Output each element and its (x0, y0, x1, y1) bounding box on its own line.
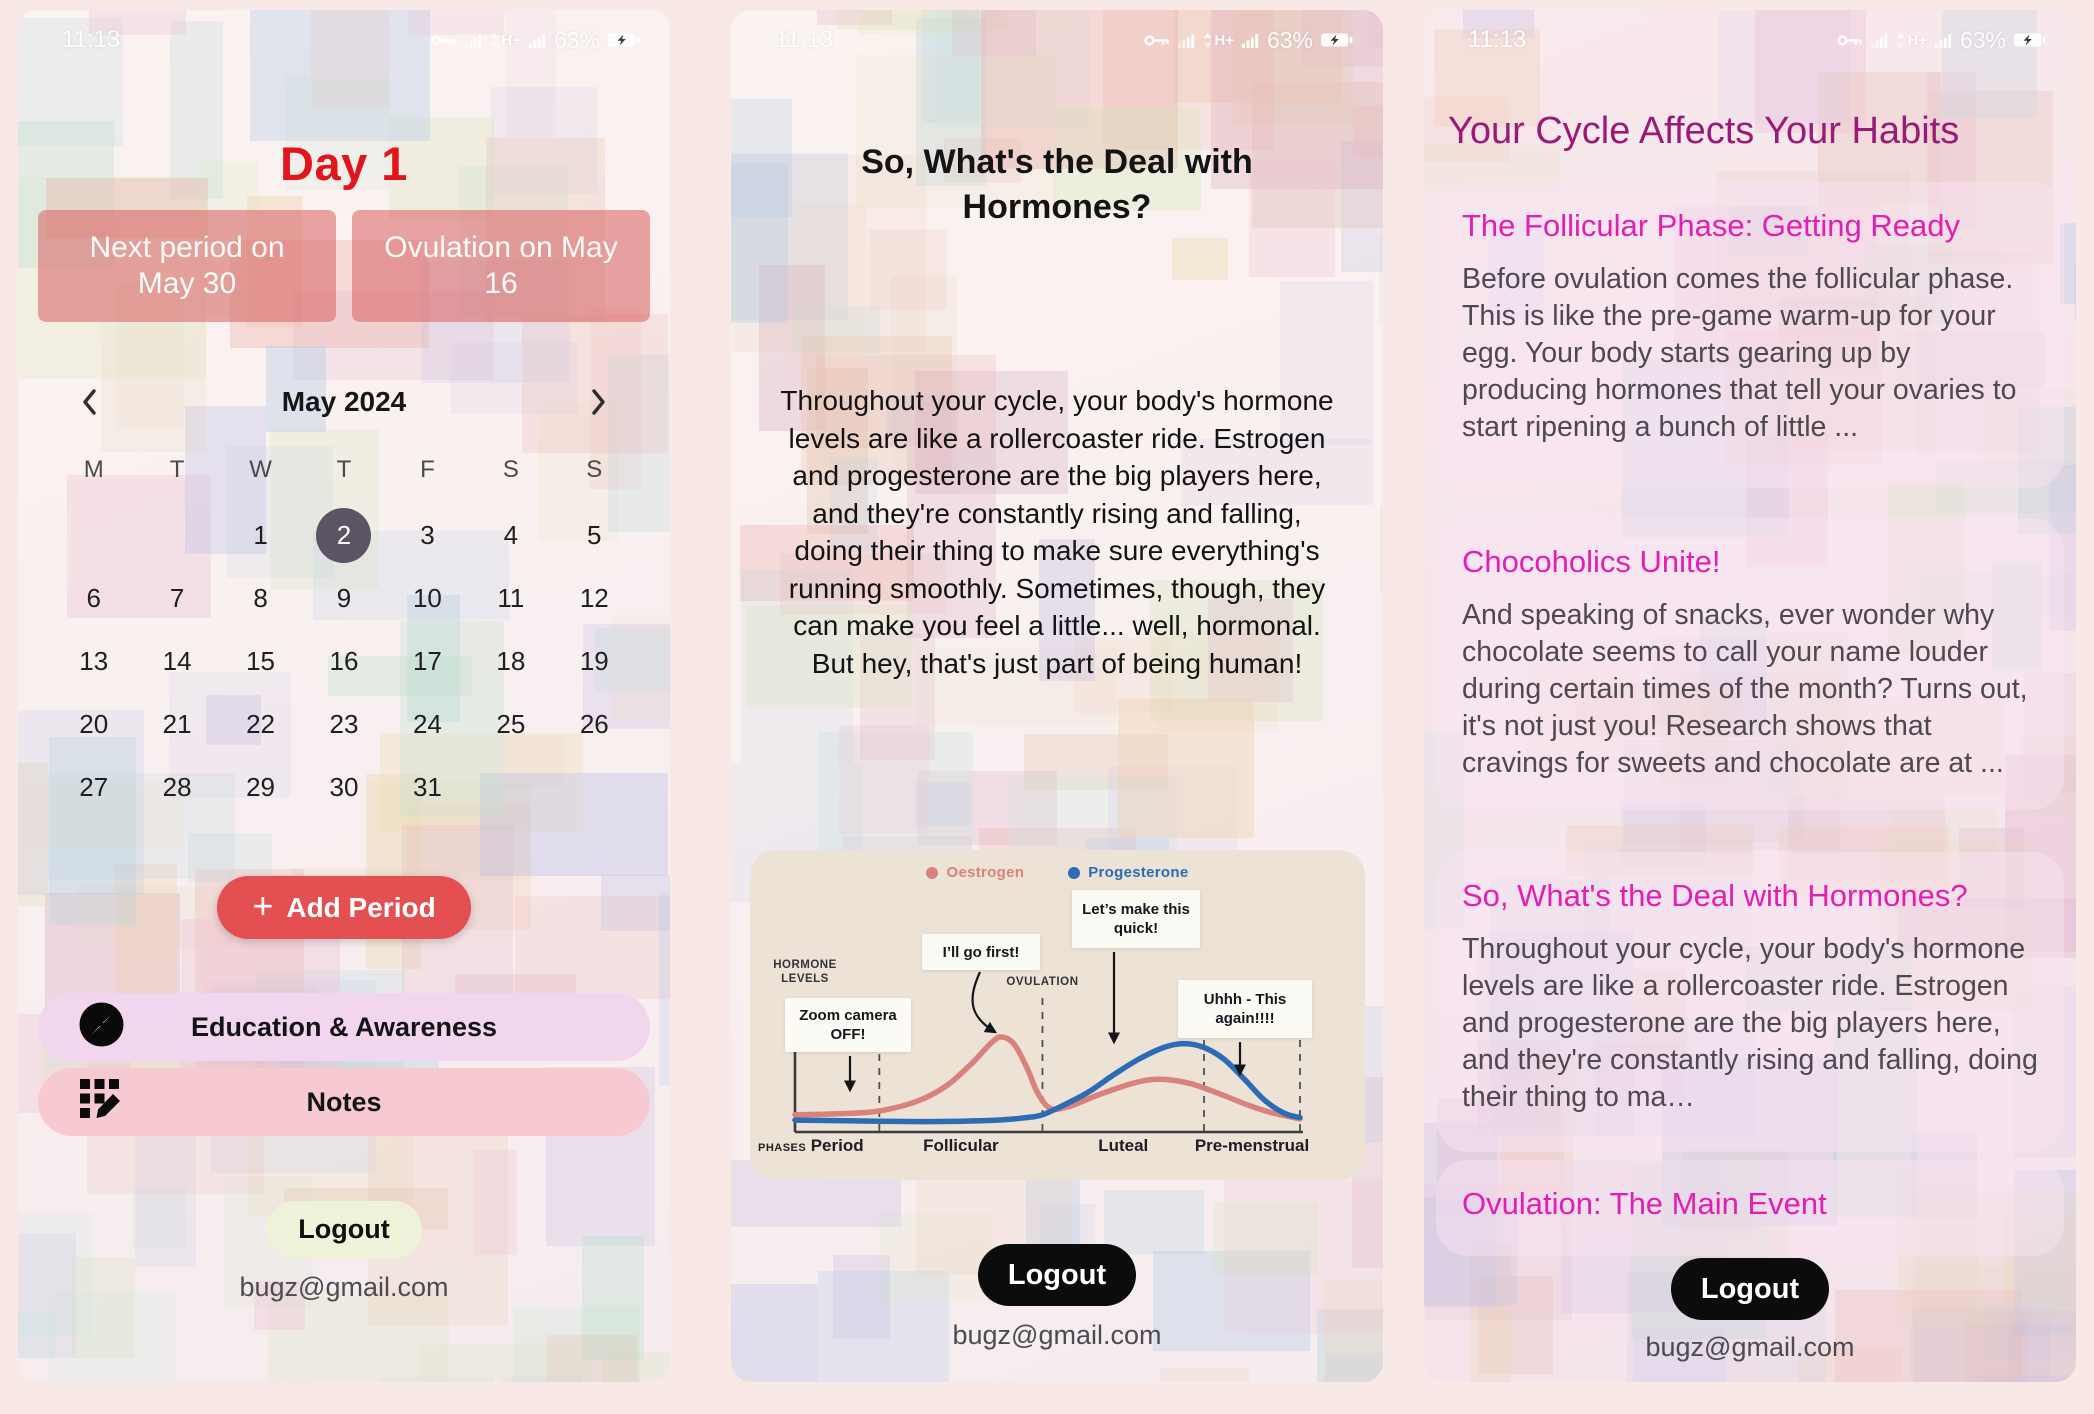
article-card[interactable] (1436, 1160, 2064, 1256)
page-title: Your Cycle Affects Your Habits (1448, 110, 1960, 152)
network-type-icon (1203, 32, 1234, 49)
card-heading: Chocoholics Unite! (1462, 544, 1721, 579)
annotation-box: Uhhh - This again!!!! (1178, 980, 1312, 1038)
calendar-empty-cell (135, 504, 218, 567)
signal-icon (1935, 33, 1952, 48)
network-type-icon (1896, 32, 1927, 49)
add-period-button[interactable]: + Add Period (217, 876, 471, 939)
clock-label: 11:13 (775, 26, 834, 53)
clock-label: 11:13 (62, 26, 121, 53)
calendar-date[interactable]: 24 (412, 709, 442, 739)
calendar-month-label: May 2024 (281, 386, 407, 417)
signal-icon (1871, 33, 1888, 48)
calendar-day-header: T (336, 456, 352, 483)
calendar-date[interactable]: 10 (412, 583, 442, 613)
legend-dot (1068, 867, 1080, 879)
article-card[interactable] (1436, 518, 2064, 810)
calendar-date[interactable]: 20 (79, 709, 109, 739)
battery-percent-label: 63% (1266, 26, 1313, 53)
calendar-week-row (52, 630, 636, 693)
calendar-week-row (52, 693, 636, 756)
article-card[interactable] (1436, 182, 2064, 488)
article-title: So, What's the Deal with Hormones? (861, 143, 1253, 226)
chart-legend (750, 864, 1365, 881)
calendar-date[interactable]: 16 (329, 646, 359, 676)
calendar-date[interactable]: 19 (579, 646, 609, 676)
calendar-date[interactable]: 18 (496, 646, 526, 676)
clock-label: 11:13 (1468, 26, 1527, 53)
card-body: And speaking of snacks, ever wonder why chocolate seems to call your name louder during certain times of the month? Turns out, it's not just you! Research shows that cravings for sweets and chocolate are at ... (1462, 599, 2028, 779)
next-period-button[interactable]: Next period on May 30 (38, 210, 336, 322)
add-period-label: Add Period (286, 891, 436, 923)
updown-arrows-icon (490, 33, 499, 48)
logout-button[interactable]: Logout (266, 1201, 422, 1258)
day-title: Day 1 (280, 137, 408, 190)
calendar-date[interactable]: 9 (336, 583, 352, 613)
key-icon (1144, 33, 1170, 48)
signal-icon (1242, 33, 1259, 48)
updown-arrows-icon (1896, 33, 1905, 48)
calendar-date[interactable]: 7 (169, 583, 185, 613)
calendar-date[interactable]: 5 (587, 520, 602, 550)
calendar-date[interactable]: 29 (246, 772, 276, 802)
account-email: bugz@gmail.com (1645, 1332, 1855, 1362)
card-heading: The Follicular Phase: Getting Ready (1462, 208, 1960, 243)
network-type-label: H+ (1907, 31, 1927, 49)
phone-screen-calendar (18, 10, 670, 1382)
network-type-icon (490, 32, 521, 49)
calendar-date[interactable]: 22 (246, 709, 276, 739)
battery-percent-label: 63% (1959, 26, 2006, 53)
status-bar (731, 24, 1383, 56)
signal-icon (529, 33, 546, 48)
calendar-week-row (52, 567, 636, 630)
calendar-date[interactable]: 8 (253, 583, 268, 613)
phase-label: Pre-menstrual (1194, 1136, 1310, 1155)
hormone-chart (750, 850, 1365, 1180)
key-icon (431, 33, 457, 48)
calendar-empty-cell (553, 756, 636, 819)
calendar-day-header: F (420, 456, 435, 483)
calendar-date[interactable]: 13 (79, 646, 109, 676)
account-email: bugz@gmail.com (239, 1272, 449, 1302)
calendar-day-header: T (169, 456, 185, 483)
signal-icon (465, 33, 482, 48)
calendar-date[interactable]: 15 (246, 646, 276, 676)
calendar-date[interactable]: 26 (579, 709, 609, 739)
calendar-date[interactable]: 31 (412, 772, 442, 802)
calendar-dates (52, 504, 636, 819)
annotation-box: I’ll go first! (922, 934, 1040, 970)
calendar-date[interactable]: 6 (86, 583, 101, 613)
ovulation-label: OVULATION (1006, 976, 1079, 988)
article-body: Throughout your cycle, your body's hormone levels are like a rollercoaster ride. Estrogen and progesterone are the big players here, and they're constantly rising and falling, doing their thing to make sure everything's running smoothly. Sometimes, though, they can make you feel a little... well, hormonal. But hey, that's just part of being human! (780, 385, 1334, 679)
network-type-label: H+ (501, 31, 521, 49)
chevron-left-icon (80, 387, 98, 417)
education-awareness-label: Education & Awareness (190, 1011, 498, 1042)
card-heading: Ovulation: The Main Event (1462, 1186, 1827, 1221)
calendar-date-selected[interactable]: 2 (302, 504, 385, 567)
calendar-date[interactable]: 25 (496, 709, 526, 739)
calendar-prev-button[interactable] (76, 385, 102, 419)
calendar-date[interactable]: 11 (497, 583, 525, 613)
battery-icon (1321, 32, 1353, 48)
card-body: Throughout your cycle, your body's hormone levels are like a rollercoaster ride. Estrogen and progesterone are the big players here, and they're constantly rising and falling, doing their thing to ma… (1462, 933, 2038, 1113)
logout-button[interactable]: Logout (978, 1244, 1136, 1306)
chart-ylabel: HORMONE LEVELS (773, 959, 837, 985)
annotation-box: Let’s make this quick! (1072, 890, 1200, 948)
phase-label: Follicular (923, 1136, 999, 1155)
calendar-date[interactable]: 12 (579, 583, 609, 613)
network-type-label: H+ (1214, 31, 1234, 49)
calendar-day-header: W (249, 456, 272, 483)
legend-label: Oestrogen (946, 864, 1025, 881)
calendar-day-headers (52, 456, 636, 484)
calendar-date[interactable]: 23 (329, 709, 359, 739)
education-awareness-button[interactable] (38, 993, 650, 1061)
key-icon (1837, 33, 1863, 48)
calendar-date[interactable]: 28 (162, 772, 192, 802)
battery-percent-label: 63% (553, 26, 600, 53)
card-body: Before ovulation comes the follicular phase. This is like the pre-game warm-up for your egg. Your body starts gearing up by producing hormones that tell your ovaries to start ripening a bunch of little ... (1462, 263, 2017, 443)
logout-button[interactable]: Logout (1671, 1258, 1829, 1320)
card-heading: So, What's the Deal with Hormones? (1462, 878, 1968, 913)
annotation-box: Zoom camera OFF! (785, 998, 911, 1052)
legend-item (1068, 864, 1188, 881)
calendar-week-row (52, 756, 636, 819)
notes-label: Notes (306, 1086, 382, 1117)
phase-label: Period (810, 1136, 864, 1155)
phases-axis-label: PHASES (758, 1142, 807, 1154)
chevron-right-icon (590, 387, 608, 417)
calendar-date[interactable]: 27 (79, 772, 109, 802)
status-bar (1424, 24, 2076, 56)
phase-label: Luteal (1098, 1136, 1149, 1155)
updown-arrows-icon (1203, 33, 1212, 48)
notes-button[interactable] (38, 1068, 650, 1136)
legend-item (926, 864, 1024, 881)
calendar-date[interactable]: 1 (253, 520, 268, 550)
calendar-nav (76, 380, 612, 424)
battery-icon (2014, 32, 2046, 48)
calendar-day-header: M (83, 456, 104, 483)
legend-label: Progesterone (1088, 864, 1189, 881)
legend-dot (926, 867, 938, 879)
status-bar (18, 24, 670, 56)
battery-icon (608, 32, 640, 48)
calendar-day-header: S (502, 456, 519, 483)
calendar-empty-cell (469, 756, 552, 819)
account-email: bugz@gmail.com (952, 1320, 1162, 1350)
calendar-day-header: S (586, 456, 603, 483)
ovulation-button[interactable]: Ovulation on May 16 (352, 210, 650, 322)
calendar-week-row (52, 504, 636, 567)
calendar-next-button[interactable] (586, 385, 612, 419)
calendar-date[interactable]: 30 (329, 772, 359, 802)
calendar-date[interactable]: 21 (162, 709, 192, 739)
calendar-date[interactable]: 17 (412, 646, 442, 676)
article-card[interactable] (1436, 852, 2064, 1152)
signal-icon (1178, 33, 1195, 48)
calendar-date[interactable]: 3 (420, 520, 435, 550)
calendar-date[interactable]: 14 (162, 646, 192, 676)
calendar-date[interactable]: 4 (503, 520, 519, 550)
phone-screen-habits (1424, 10, 2076, 1382)
calendar-empty-cell (52, 504, 135, 567)
phone-screen-hormones (731, 10, 1383, 1382)
